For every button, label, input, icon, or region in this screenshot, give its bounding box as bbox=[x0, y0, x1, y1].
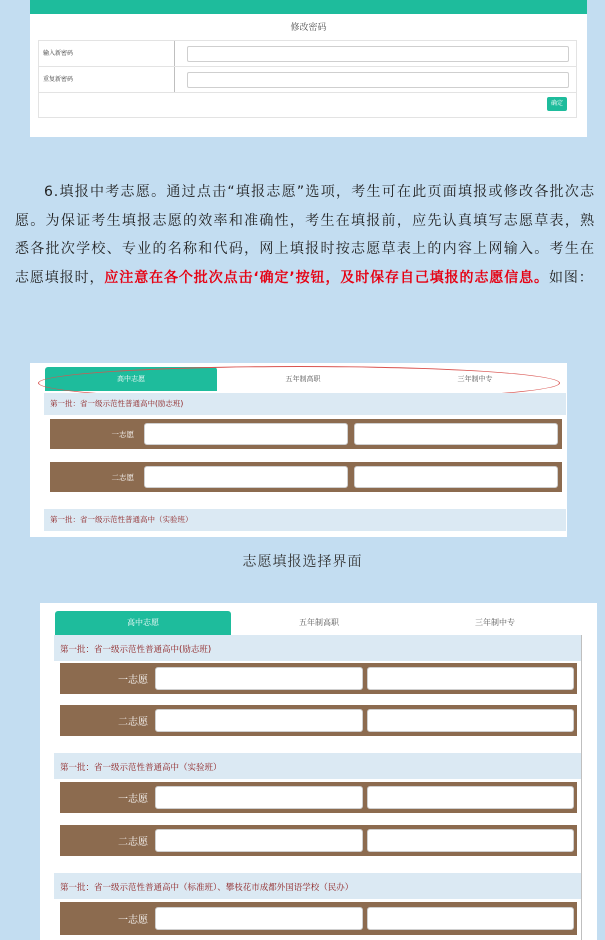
tab-five-year-vocational[interactable]: 五年制高职 bbox=[299, 618, 339, 627]
wish-label: 一志愿 bbox=[118, 794, 148, 805]
section-title: 第一批：省一级示范性普通高中（实验班） bbox=[60, 763, 222, 773]
new-password-label: 输入新密码 bbox=[43, 50, 74, 57]
section-title: 第一批：省一级示范性普通高中（实验班） bbox=[50, 515, 193, 524]
wish-label: 一志愿 bbox=[118, 915, 148, 926]
panel-header-bar bbox=[30, 0, 587, 14]
wish-row-2 bbox=[50, 462, 562, 492]
change-password-panel bbox=[30, 0, 587, 137]
school-input[interactable] bbox=[155, 786, 363, 809]
tab-high-school[interactable]: 高中志愿 bbox=[55, 611, 231, 635]
major-input[interactable] bbox=[354, 466, 558, 488]
wish-row-1 bbox=[60, 663, 577, 694]
instruction-paragraph bbox=[15, 178, 595, 292]
wish-label: 二志愿 bbox=[118, 837, 148, 848]
wish-label: 二志愿 bbox=[118, 717, 148, 728]
major-input[interactable] bbox=[367, 667, 574, 690]
school-input[interactable] bbox=[155, 667, 363, 690]
major-input[interactable] bbox=[354, 423, 558, 445]
school-input[interactable] bbox=[155, 907, 363, 930]
tab-three-year-technical[interactable]: 三年制中专 bbox=[457, 375, 493, 383]
wish-row-2 bbox=[60, 825, 577, 856]
paragraph-outro: 如图： bbox=[548, 269, 594, 286]
tab-five-year-vocational[interactable]: 五年制高职 bbox=[285, 375, 321, 383]
major-input[interactable] bbox=[367, 907, 574, 930]
section-header bbox=[44, 393, 566, 415]
wish-row-1 bbox=[50, 419, 562, 449]
paragraph-intro: 6.填报中考志愿。通过点击“填报志愿”选项，考生可在此页面填报或修改各批次志愿。为保证考生填报志愿的效率和准确性，考生在填报前，应先认真填写志愿草表，熟悉各批次学校、专业的名称和代码，网上填报时按志愿草表上的内容上网输入。考生在志愿填报时， bbox=[15, 184, 595, 286]
wish-form-screenshot-2 bbox=[40, 603, 597, 940]
repeat-password-input[interactable] bbox=[187, 72, 569, 88]
new-password-input[interactable] bbox=[187, 46, 569, 62]
tab-three-year-technical[interactable]: 三年制中专 bbox=[475, 618, 515, 627]
section-header bbox=[54, 873, 581, 899]
major-input[interactable] bbox=[367, 786, 574, 809]
wish-form-screenshot-1 bbox=[30, 363, 567, 537]
wish-label: 二志愿 bbox=[111, 473, 134, 482]
section-title: 第一批：省一级示范性普通高中(励志班) bbox=[50, 399, 184, 408]
repeat-password-row bbox=[38, 66, 577, 94]
section-title: 第一批：省一级示范性普通高中（标准班）、攀枝花市成都外国语学校（民办） bbox=[60, 883, 354, 893]
divider bbox=[174, 41, 175, 67]
section-header bbox=[54, 635, 581, 661]
right-border bbox=[581, 635, 582, 940]
school-input[interactable] bbox=[144, 466, 348, 488]
school-input[interactable] bbox=[155, 709, 363, 732]
section-header bbox=[54, 753, 581, 779]
wish-label: 一志愿 bbox=[111, 430, 134, 439]
paragraph-highlight: 应注意在各个批次点击‘确定’按钮，及时保存自己填报的志愿信息。 bbox=[104, 269, 549, 286]
section-title: 第一批：省一级示范性普通高中(励志班) bbox=[60, 645, 212, 655]
repeat-password-label: 重复新密码 bbox=[43, 76, 74, 83]
major-input[interactable] bbox=[367, 829, 574, 852]
divider bbox=[174, 67, 175, 93]
wish-row-1 bbox=[60, 782, 577, 813]
section-header bbox=[44, 509, 566, 531]
figure-caption: 志愿填报选择界面 bbox=[242, 554, 363, 570]
wish-row-2 bbox=[60, 705, 577, 736]
wish-label: 一志愿 bbox=[118, 675, 148, 686]
tab-high-school[interactable]: 高中志愿 bbox=[45, 367, 217, 391]
school-input[interactable] bbox=[144, 423, 348, 445]
confirm-button[interactable]: 确定 bbox=[547, 97, 567, 111]
school-input[interactable] bbox=[155, 829, 363, 852]
new-password-row bbox=[38, 40, 577, 68]
major-input[interactable] bbox=[367, 709, 574, 732]
button-row bbox=[38, 92, 577, 118]
wish-row-1 bbox=[60, 902, 577, 935]
panel-title: 修改密码 bbox=[290, 23, 327, 33]
